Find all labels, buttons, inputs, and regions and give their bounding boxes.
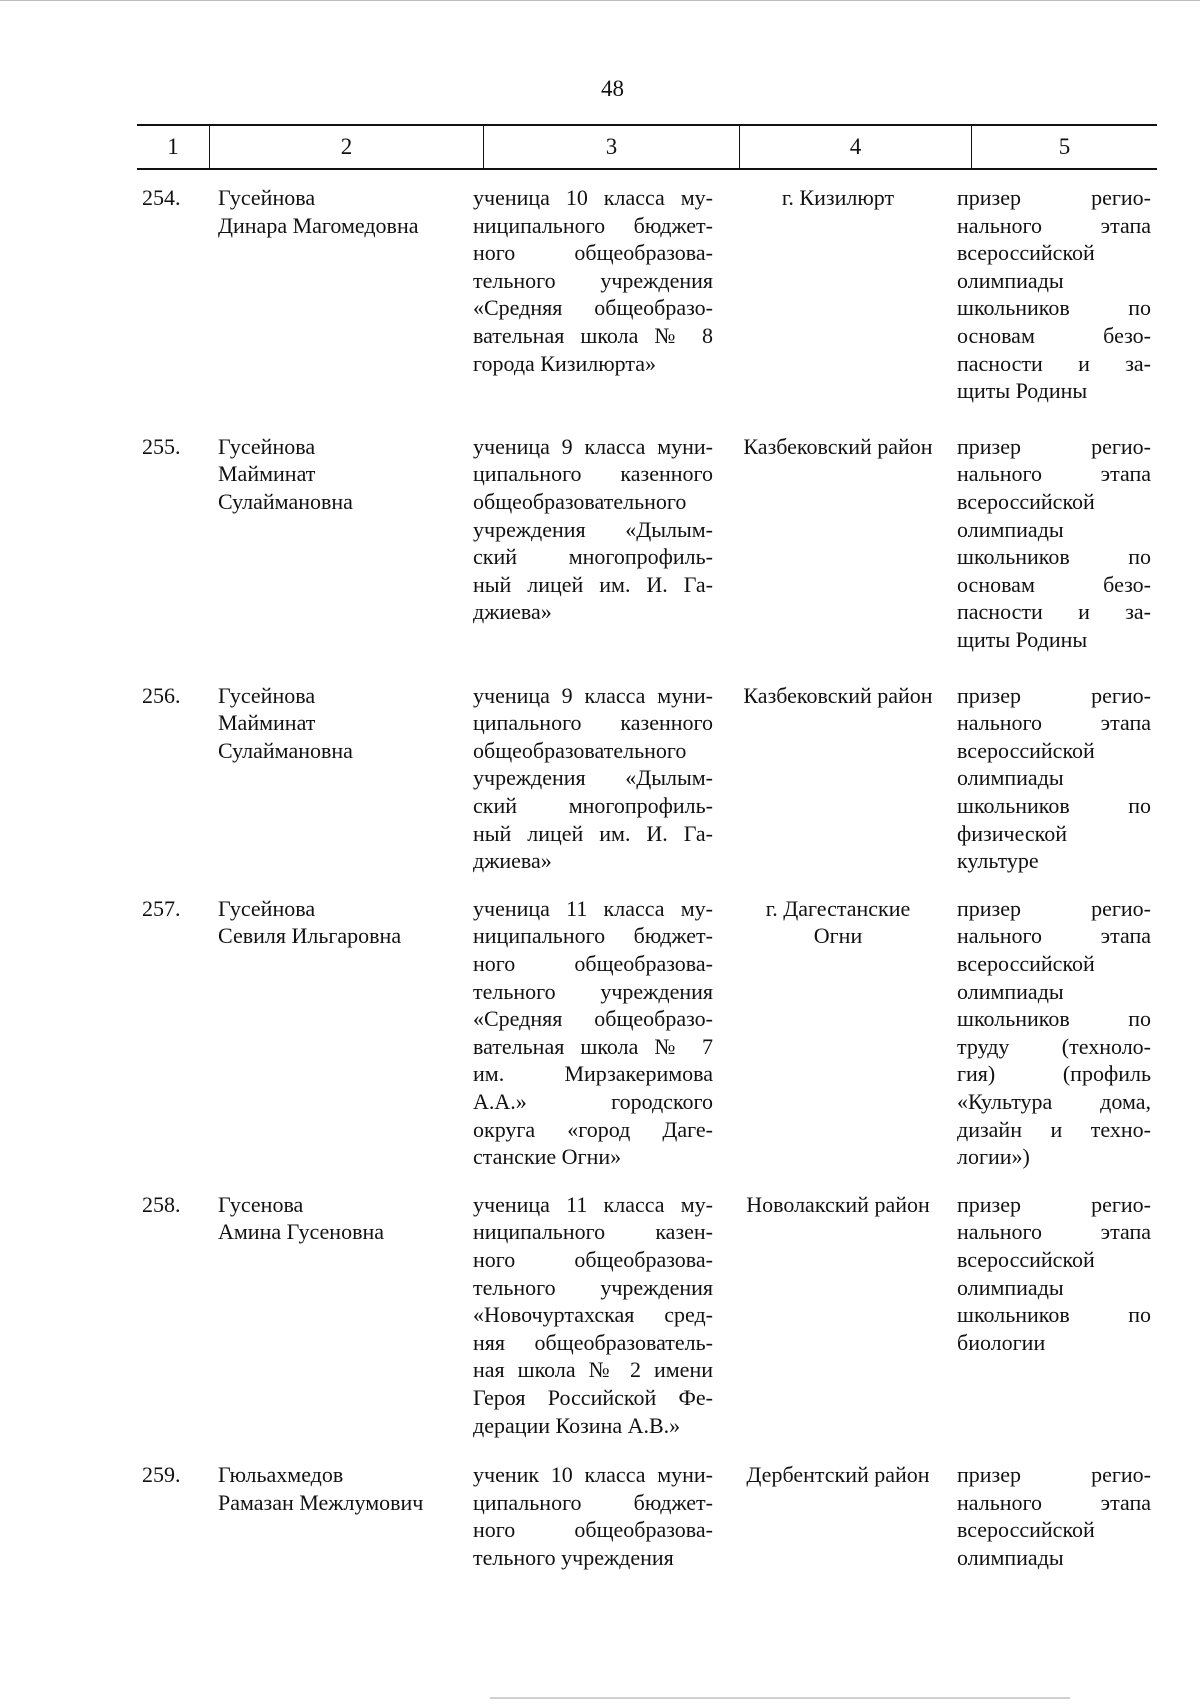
cell-line: нального этапа (957, 923, 1151, 949)
cell-line: всероссийской (957, 1517, 1095, 1543)
cell-line: ниципального бюджет- (473, 923, 713, 949)
top-border-line (0, 0, 1200, 1)
table-body (137, 184, 1157, 1572)
institution (473, 682, 727, 875)
institution (473, 1191, 727, 1439)
cell-line: нального этапа (957, 1219, 1151, 1245)
row-number: 258. (142, 1191, 181, 1217)
institution (473, 184, 727, 405)
cell-line: школьников по (957, 295, 1151, 321)
cell-line: Динара Магомедовна (218, 212, 419, 238)
person-name (207, 895, 473, 1171)
cell-line: олимпиады (957, 516, 1064, 542)
cell-line: Гусейнова (218, 895, 316, 921)
cell-line: ная школа № 2 имени (473, 1357, 713, 1383)
cell-line: ученик 10 класса муни- (473, 1462, 713, 1488)
cell-line: всероссийской (957, 1246, 1095, 1272)
cell-line: им. Мирзакеримова (473, 1061, 713, 1087)
cell-line: Амина Гусеновна (218, 1219, 384, 1245)
cell-line: Севиля Ильгаровна (218, 923, 402, 949)
cell-line: логии») (957, 1144, 1030, 1170)
cell-line: округа «город Даге- (473, 1116, 713, 1142)
person-name (207, 1461, 473, 1571)
cell-line: щиты Родины (957, 378, 1088, 404)
cell-line: школьников по (957, 1006, 1151, 1032)
header-col-3: 3 (483, 126, 739, 168)
cell-line: ученица 10 класса му- (473, 185, 713, 210)
institution (473, 1461, 727, 1571)
cell-line: ученица 11 класса му- (473, 1191, 713, 1217)
cell-line: Казбековский район (743, 433, 933, 459)
cell-line: всероссийской (957, 737, 1095, 763)
cell-line: тельного учреждения (473, 1544, 674, 1570)
cell-line: ный лицей им. И. Га- (473, 571, 713, 597)
cell-line: Казбековский район (743, 682, 933, 708)
location (727, 1461, 949, 1571)
cell-line: основам безо- (957, 571, 1151, 597)
cell-line: Сулаймановна (218, 488, 353, 514)
cell-line: всероссийской (957, 240, 1095, 266)
location (727, 895, 949, 1171)
cell-line: труду (техноло- (957, 1033, 1151, 1059)
award (949, 895, 1157, 1171)
cell-line: ученица 9 класса муни- (473, 433, 713, 459)
cell-line: джиева» (473, 599, 552, 625)
cell-line: Рамазан Межлумович (218, 1489, 424, 1515)
header-col-1: 1 (167, 134, 179, 159)
cell-line: Гюльахмедов (218, 1462, 344, 1488)
cell-line: города Кизилюрта» (473, 350, 656, 376)
cell-line: ниципального бюджет- (473, 212, 713, 238)
award (949, 184, 1157, 405)
cell-line: призер регио- (957, 682, 1151, 708)
header-col-4: 4 (739, 126, 971, 168)
cell-line: культуре (957, 848, 1039, 874)
cell-line: «Средняя общеобразо- (473, 1006, 713, 1032)
cell-line: биологии (957, 1329, 1046, 1355)
table-row (137, 184, 1157, 405)
cell-line: ный лицей им. И. Га- (473, 820, 713, 846)
cell-line: гия) (профиль (957, 1061, 1151, 1087)
cell-line: ного общеобразова- (473, 950, 713, 976)
row-number: 255. (142, 433, 181, 459)
cell-line: общеобразовательного (473, 488, 687, 514)
row-number: 256. (142, 682, 181, 708)
cell-line: «Новочуртахская сред- (473, 1302, 713, 1328)
location (727, 682, 949, 875)
cell-line: олимпиады (957, 1274, 1064, 1300)
institution (473, 433, 727, 654)
header-col-5: 5 (971, 126, 1157, 168)
table-row (137, 1191, 1157, 1439)
cell-line: А.А.» городского (473, 1088, 713, 1114)
cell-line: нального этапа (957, 710, 1151, 736)
cell-line: пасности и за- (957, 350, 1151, 376)
cell-line: школьников по (957, 544, 1151, 570)
cell-line: ного общеобразова- (473, 1517, 713, 1543)
cell-line: всероссийской (957, 950, 1095, 976)
location (727, 433, 949, 654)
award (949, 682, 1157, 875)
cell-line: ного общеобразова- (473, 240, 713, 266)
cell-line: Гусенова (218, 1191, 304, 1217)
person-name (207, 1191, 473, 1439)
cell-line: ниципального казен- (473, 1219, 713, 1245)
award (949, 1461, 1157, 1571)
cell-line: «Средняя общеобразо- (473, 295, 713, 321)
bottom-border-line (490, 1697, 1070, 1699)
cell-line: джиева» (473, 848, 552, 874)
table-row (137, 433, 1157, 654)
table-row (137, 895, 1157, 1171)
cell-line: ципального казенного (473, 461, 713, 487)
cell-line: олимпиады (957, 765, 1064, 791)
cell-line: няя общеобразователь- (473, 1329, 713, 1355)
award (949, 1191, 1157, 1439)
cell-line: ский многопрофиль- (473, 792, 713, 818)
header-col-2: 2 (209, 126, 483, 168)
cell-line: олимпиады (957, 978, 1064, 1004)
cell-line: Гусейнова (218, 433, 316, 459)
cell-line: Героя Российской Фе- (473, 1384, 713, 1410)
cell-line: нального этапа (957, 212, 1151, 238)
institution (473, 895, 727, 1171)
cell-line: физической (957, 820, 1067, 846)
cell-line: Гусейнова (218, 682, 316, 708)
cell-line: нального этапа (957, 1489, 1151, 1515)
cell-line: «Культура дома, (957, 1088, 1151, 1114)
award (949, 433, 1157, 654)
cell-line: тельного учреждения (473, 267, 713, 293)
cell-line: дизайн и техно- (957, 1116, 1151, 1142)
row-number: 257. (142, 895, 181, 921)
cell-line: ципального казенного (473, 710, 713, 736)
cell-line: ученица 11 класса му- (473, 895, 713, 921)
cell-line: щиты Родины (957, 626, 1088, 652)
cell-line: призер регио- (957, 1191, 1151, 1217)
row-number: 254. (142, 185, 181, 210)
cell-line: г. Дагестанские (765, 895, 911, 921)
cell-line: Огни (813, 923, 863, 949)
cell-line: призер регио- (957, 1462, 1151, 1488)
cell-line: Дербентский район (746, 1462, 930, 1488)
cell-line: тельного учреждения (473, 1274, 713, 1300)
cell-line: дерации Козина А.В.» (473, 1412, 681, 1438)
cell-line: г. Кизилюрт (781, 185, 895, 210)
table-header (137, 124, 1157, 170)
row-number: 259. (142, 1462, 181, 1488)
person-name (207, 682, 473, 875)
cell-line: всероссийской (957, 488, 1095, 514)
cell-line: тельного учреждения (473, 978, 713, 1004)
cell-line: ский многопрофиль- (473, 544, 713, 570)
cell-line: вательная школа № 7 (473, 1033, 713, 1059)
cell-line: учреждения «Дылым- (473, 765, 713, 791)
cell-line: общеобразовательного (473, 737, 687, 763)
cell-line: Майминат (218, 461, 316, 487)
cell-line: олимпиады (957, 1544, 1064, 1570)
cell-line: призер регио- (957, 433, 1151, 459)
table-row (137, 1461, 1157, 1571)
cell-line: ного общеобразова- (473, 1246, 713, 1272)
cell-line: школьников по (957, 1302, 1151, 1328)
person-name (207, 433, 473, 654)
cell-line: Майминат (218, 710, 316, 736)
cell-line: пасности и за- (957, 599, 1151, 625)
location (727, 184, 949, 405)
cell-line: олимпиады (957, 267, 1064, 293)
location (727, 1191, 949, 1439)
cell-line: станские Огни» (473, 1144, 622, 1170)
cell-line: призер регио- (957, 185, 1151, 210)
table-row (137, 682, 1157, 875)
page-number: 48 (601, 76, 624, 101)
cell-line: ципального бюджет- (473, 1489, 713, 1515)
cell-line: призер регио- (957, 895, 1151, 921)
person-name (207, 184, 473, 405)
cell-line: Гусейнова (218, 185, 316, 210)
cell-line: Сулаймановна (218, 737, 353, 763)
cell-line: школьников по (957, 792, 1151, 818)
cell-line: вательная школа № 8 (473, 322, 713, 348)
cell-line: основам безо- (957, 322, 1151, 348)
cell-line: ученица 9 класса муни- (473, 682, 713, 708)
cell-line: учреждения «Дылым- (473, 516, 713, 542)
cell-line: Новолакский район (746, 1191, 930, 1217)
cell-line: нального этапа (957, 461, 1151, 487)
